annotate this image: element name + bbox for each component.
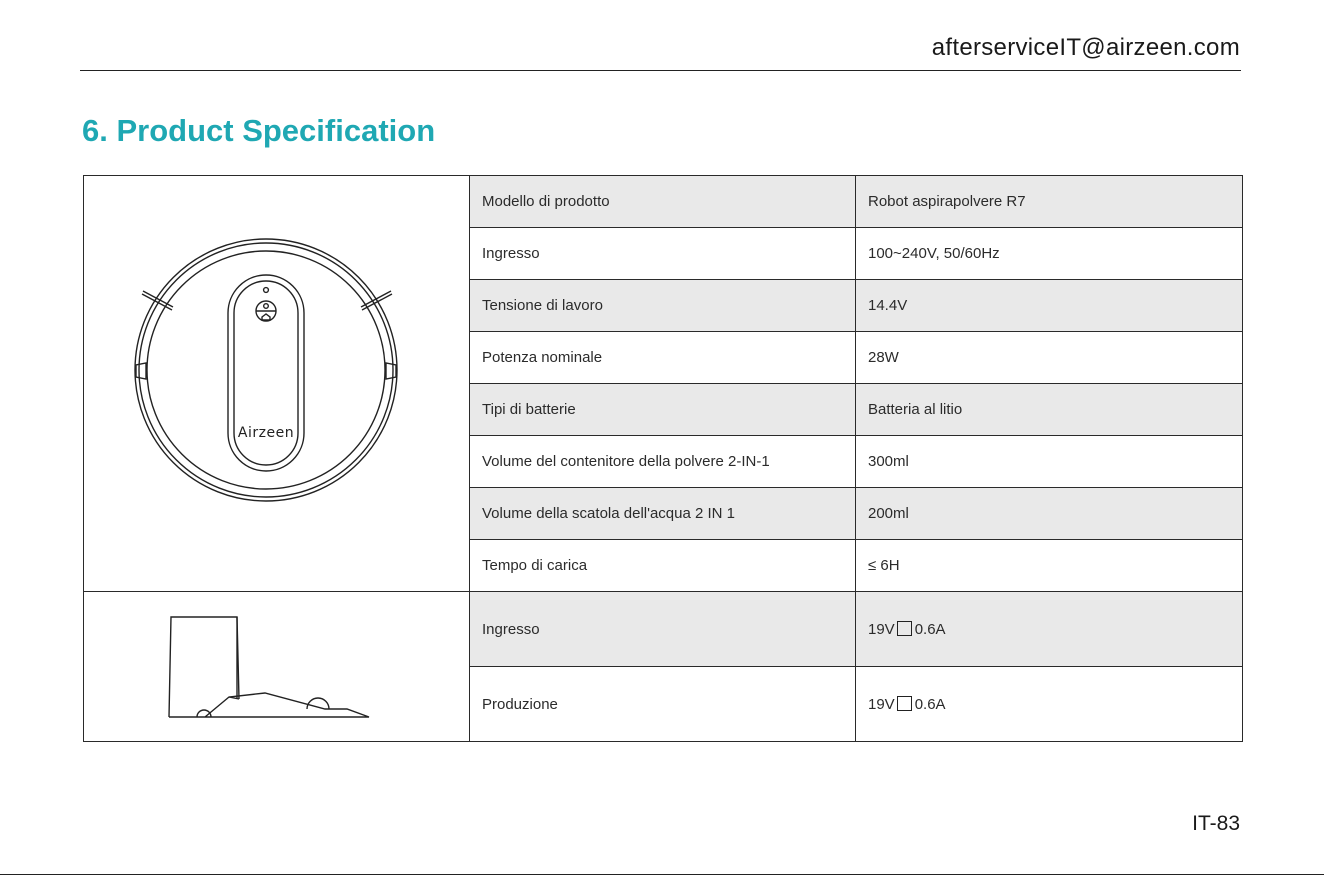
spec-value: 100~240V, 50/60Hz <box>856 228 1243 280</box>
spec-value-voltage: 19V <box>868 620 895 638</box>
spec-value: 14.4V <box>856 280 1243 332</box>
spec-label: Tempo di carica <box>470 540 856 592</box>
spec-label: Ingresso <box>470 592 856 667</box>
spec-value: 200ml <box>856 488 1243 540</box>
robot-vacuum-illustration <box>132 237 422 527</box>
spec-value-voltage: 19V <box>868 695 895 713</box>
spec-table <box>83 175 1243 742</box>
dock-image-cell <box>84 592 470 742</box>
header-email: afterserviceIT@airzeen.com <box>931 34 1240 61</box>
robot-image-cell <box>84 176 470 592</box>
dc-symbol-icon <box>897 696 912 711</box>
spec-value-current: 0.6A <box>914 695 946 713</box>
spec-label: Ingresso <box>470 228 856 280</box>
spec-value: Batteria al litio <box>856 384 1243 436</box>
spec-value <box>856 592 1243 667</box>
spec-label: Volume della scatola dell'acqua 2 IN 1 <box>470 488 856 540</box>
spec-value <box>856 667 1243 742</box>
spec-label: Potenza nominale <box>470 332 856 384</box>
spec-row <box>84 592 1243 667</box>
page-number: IT-83 <box>1192 812 1240 835</box>
dc-symbol-icon <box>897 621 912 636</box>
spec-label: Tensione di lavoro <box>470 280 856 332</box>
brand-logo: Airzeen <box>237 424 294 441</box>
spec-label: Volume del contenitore della polvere 2-IN-1 <box>470 436 856 488</box>
spec-value: ≤ 6H <box>856 540 1243 592</box>
header-divider <box>80 70 1241 71</box>
spec-label: Produzione <box>470 667 856 742</box>
spec-value: 28W <box>856 332 1243 384</box>
section-title: 6. Product Specification <box>82 113 436 148</box>
spec-label: Tipi di batterie <box>470 384 856 436</box>
spec-label: Modello di prodotto <box>470 176 856 228</box>
spec-value: Robot aspirapolvere R7 <box>856 176 1243 228</box>
spec-value-current: 0.6A <box>914 620 946 638</box>
charging-dock-illustration <box>157 609 397 729</box>
footer-divider <box>0 874 1324 875</box>
spec-row <box>84 176 1243 228</box>
spec-value: 300ml <box>856 436 1243 488</box>
